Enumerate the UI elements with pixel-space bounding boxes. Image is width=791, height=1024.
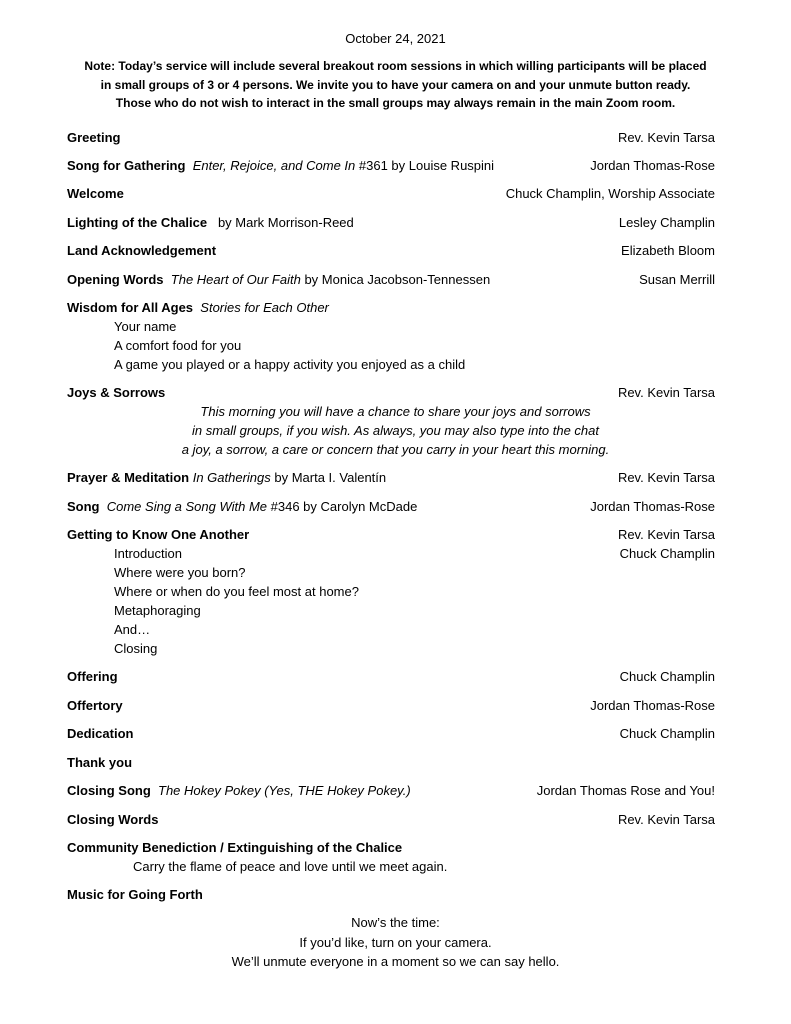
- land-acknowledgement-item: [67, 241, 715, 260]
- prompt-line: Closing: [114, 641, 158, 656]
- item-title: Music for Going Forth: [67, 887, 203, 902]
- offertory-item: [67, 696, 715, 715]
- breakout-note: [40, 57, 751, 113]
- prompt-line: Where were you born?: [114, 565, 246, 580]
- work-credit: #361 by Louise Ruspini: [355, 158, 495, 173]
- welcome-item: [67, 184, 715, 203]
- item-title: Greeting: [67, 130, 121, 145]
- item-main: [67, 270, 490, 289]
- item-title: Song: [67, 499, 100, 514]
- item-title: Song for Gathering: [67, 158, 186, 173]
- closing-words-item: [67, 810, 715, 829]
- dedication-item: [67, 724, 715, 743]
- prompt-line: Where or when do you feel most at home?: [114, 584, 359, 599]
- prompt-line: Metaphoraging: [114, 603, 201, 618]
- item-header: [67, 525, 715, 544]
- item-main: [67, 497, 417, 516]
- item-title: Opening Words: [67, 272, 164, 287]
- note-line: Note: Today’s service will include several breakout room sessions in which willing participants will be placed: [84, 59, 707, 73]
- music-going-forth-item: [67, 885, 715, 904]
- work-title: Come Sing a Song With Me: [106, 499, 268, 514]
- item-leader: Elizabeth Bloom: [621, 243, 715, 258]
- prompt-line: A game you played or a happy activity you enjoyed as a child: [114, 357, 466, 372]
- note-line: Those who do not wish to interact in the small groups may always remain in the main Zoom room.: [115, 96, 676, 110]
- item-leader: Jordan Thomas Rose and You!: [536, 783, 715, 798]
- item-leader: Jordan Thomas-Rose: [590, 499, 715, 514]
- opening-words-item: [67, 270, 715, 289]
- closing-line: Now’s the time:: [351, 915, 440, 930]
- item-leader: Rev. Kevin Tarsa: [617, 812, 715, 827]
- prompt-line: Introduction: [114, 546, 182, 561]
- greeting-item: [67, 128, 715, 147]
- joys-sorrows-item: [67, 383, 715, 402]
- prompt-line: A comfort food for you: [114, 338, 242, 353]
- item-title: Joys & Sorrows: [67, 385, 166, 400]
- item-title: Prayer & Meditation: [67, 470, 190, 485]
- service-date: October 24, 2021: [345, 31, 446, 46]
- item-main: [67, 156, 494, 175]
- description-line: in small groups, if you wish. As always, you may also type into the chat: [191, 423, 600, 438]
- item-main: [67, 298, 715, 317]
- item-title: Welcome: [67, 186, 124, 201]
- item-main: [67, 213, 354, 232]
- prompt-line: Your name: [114, 319, 177, 334]
- offering-item: [67, 667, 715, 686]
- wisdom-item: [67, 298, 715, 374]
- gathering-song-item: [67, 156, 715, 175]
- item-title: Closing Words: [67, 812, 159, 827]
- prayer-meditation-item: [67, 468, 715, 487]
- item-title: Land Acknowledgement: [67, 243, 217, 258]
- item-leader: Rev. Kevin Tarsa: [617, 470, 715, 485]
- item-title: Lighting of the Chalice: [67, 215, 208, 230]
- work-title: The Heart of Our Faith: [170, 272, 301, 287]
- joys-sorrows-description: [0, 402, 791, 459]
- item-leader: Jordan Thomas-Rose: [590, 158, 715, 173]
- item-leader: Jordan Thomas-Rose: [590, 698, 715, 713]
- song-item: [67, 497, 715, 516]
- work-title: Enter, Rejoice, and Come In: [192, 158, 356, 173]
- thank-you-item: [67, 753, 715, 772]
- item-leader: Rev. Kevin Tarsa: [617, 130, 715, 145]
- item-title: Dedication: [67, 726, 134, 741]
- closing-song-item: [67, 781, 715, 800]
- item-subrow: [67, 544, 715, 563]
- item-main: [67, 468, 386, 487]
- chalice-item: [67, 213, 715, 232]
- item-leader: Chuck Champlin: [619, 669, 715, 684]
- item-title: Thank you: [67, 755, 133, 770]
- item-leader-secondary: Chuck Champlin: [619, 546, 715, 561]
- work-credit: #346 by Carolyn McDade: [267, 499, 418, 514]
- item-leader: Chuck Champlin: [619, 726, 715, 741]
- item-leader: Susan Merrill: [639, 272, 715, 287]
- item-title: Offertory: [67, 698, 123, 713]
- note-line: in small groups of 3 or 4 persons. We invite you to have your camera on and your unmute button ready.: [100, 77, 691, 92]
- item-leader: Rev. Kevin Tarsa: [617, 385, 715, 400]
- getting-to-know-item: [67, 525, 715, 658]
- work-credit: by Mark Morrison-Reed: [217, 215, 354, 230]
- benediction-line: Carry the flame of peace and love until we meet again.: [133, 859, 448, 874]
- prompt-line: And…: [114, 622, 151, 637]
- item-leader: Lesley Champlin: [618, 215, 715, 230]
- item-main: [67, 781, 411, 800]
- item-leader: Chuck Champlin, Worship Associate: [505, 186, 715, 201]
- item-title: Wisdom for All Ages: [67, 300, 194, 315]
- work-credit: by Marta I. Valentín: [270, 470, 387, 485]
- benediction-item: [67, 838, 715, 876]
- description-line: This morning you will have a chance to share your joys and sorrows: [200, 404, 591, 419]
- item-title: Getting to Know One Another: [67, 527, 250, 542]
- work-title: Stories for Each Other: [200, 300, 329, 315]
- work-title: The Hokey Pokey (Yes, THE Hokey Pokey.): [158, 783, 411, 798]
- item-title: Closing Song: [67, 783, 151, 798]
- item-leader: Rev. Kevin Tarsa: [617, 527, 715, 542]
- closing-line: We’ll unmute everyone in a moment so we can say hello.: [231, 954, 560, 969]
- closing-message: [0, 913, 791, 972]
- item-title: Community Benediction / Extinguishing of the Chalice: [67, 840, 403, 855]
- work-credit: by Monica Jacobson-Tennessen: [300, 272, 491, 287]
- work-title: In Gatherings: [192, 470, 271, 485]
- item-title: Offering: [67, 669, 118, 684]
- closing-line: If you’d like, turn on your camera.: [299, 934, 492, 950]
- description-line: a joy, a sorrow, a care or concern that you carry in your heart this morning.: [181, 442, 610, 457]
